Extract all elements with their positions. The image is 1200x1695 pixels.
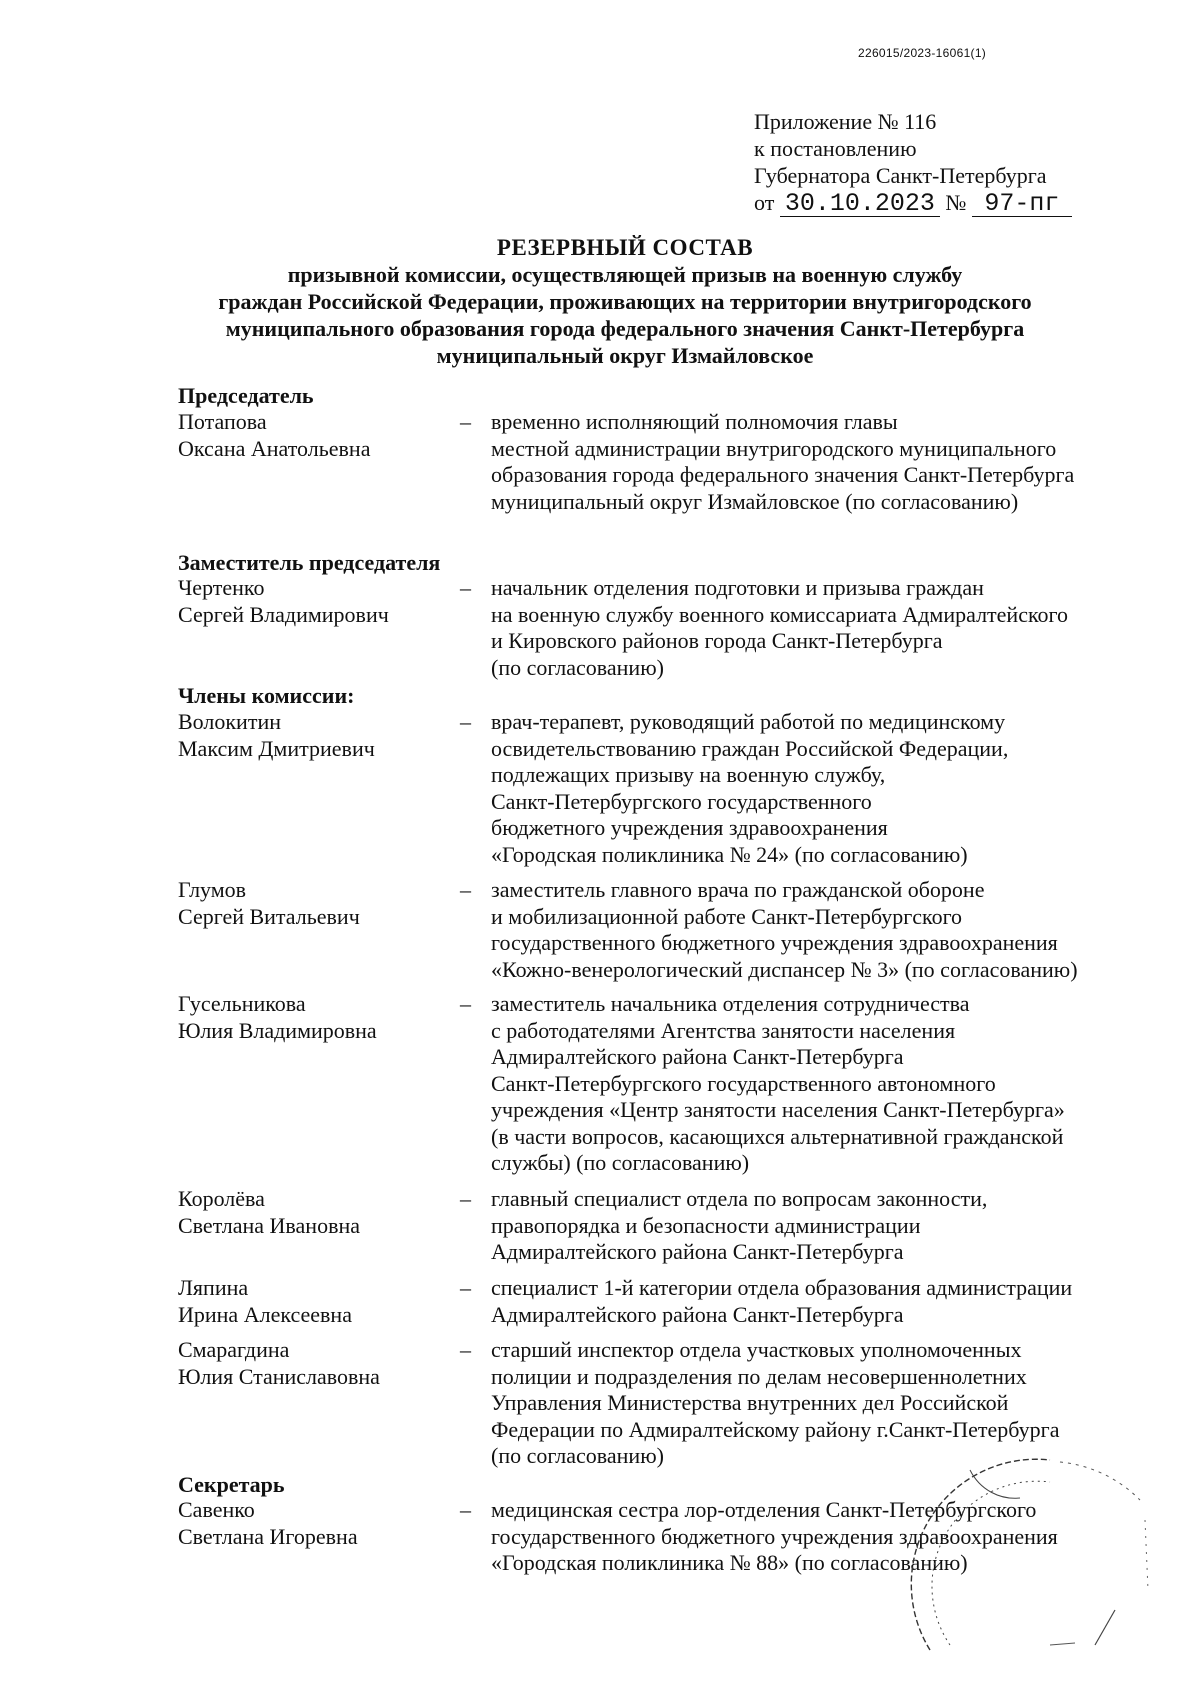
- position-line: образования города федерального значения Санкт-Петербурга: [491, 462, 1075, 487]
- position-line: «Кожно-венерологический диспансер № 3» (по согласованию): [491, 956, 1078, 982]
- position-line: с работодателями Агентства занятости населения: [491, 1017, 956, 1043]
- member-given-names: Юлия Владимировна: [178, 1017, 377, 1043]
- member-position: [491, 409, 1151, 515]
- member-name: [178, 877, 448, 930]
- dash-separator: –: [460, 991, 471, 1016]
- member-position: [491, 575, 1151, 681]
- member-given-names: Сергей Владимирович: [178, 601, 389, 627]
- member-given-names: Светлана Игоревна: [178, 1523, 358, 1549]
- document-registration-number: 226015/2023-16061(1): [858, 46, 987, 60]
- dash-separator: –: [460, 877, 471, 902]
- position-line: и мобилизационной работе Санкт-Петербургского: [491, 903, 963, 929]
- dash-separator: –: [460, 1337, 471, 1362]
- member-given-names: Светлана Ивановна: [178, 1212, 360, 1238]
- dash-separator: –: [460, 709, 471, 734]
- attachment-header: [754, 108, 1072, 217]
- position-line: Адмиралтейского района Санкт-Петербурга: [491, 1239, 904, 1264]
- member-surname: Потапова: [178, 409, 267, 434]
- position-line: подлежащих призыву на военную службу,: [491, 762, 886, 787]
- position-line: «Городская поликлиника № 24» (по согласованию): [491, 841, 968, 867]
- dash-separator: –: [460, 1275, 471, 1300]
- position-line: главный специалист отдела по вопросам законности,: [491, 1186, 988, 1211]
- member-name: [178, 1275, 448, 1328]
- member-given-names: Оксана Анатольевна: [178, 435, 371, 461]
- position-line: «Городская поликлиника № 88» (по согласованию): [491, 1550, 968, 1575]
- dash-separator: –: [460, 409, 471, 434]
- attachment-line-1: Приложение № 116: [754, 109, 937, 134]
- position-line: (в части вопросов, касающихся альтернативной гражданской: [491, 1123, 1064, 1149]
- position-line: Санкт-Петербургского государственного автономного: [491, 1070, 996, 1096]
- position-line: заместитель главного врача по гражданской обороне: [491, 877, 985, 902]
- decree-date: 30.10.2023: [780, 192, 940, 217]
- member-given-names: Юлия Станиславовна: [178, 1363, 380, 1389]
- member-name: [178, 1337, 448, 1390]
- section-chairman: Председатель: [178, 383, 314, 408]
- member-position: [491, 991, 1151, 1177]
- position-line: Адмиралтейского района Санкт-Петербурга: [491, 1301, 904, 1327]
- position-line: начальник отделения подготовки и призыва граждан: [491, 575, 984, 600]
- position-line: освидетельствованию граждан Российской Федерации,: [491, 735, 1009, 761]
- position-line: специалист 1-й категории отдела образования администрации: [491, 1275, 1073, 1300]
- member-position: [491, 709, 1151, 868]
- attachment-date-line: [754, 189, 1072, 217]
- position-line: Адмиралтейского района Санкт-Петербурга: [491, 1044, 904, 1069]
- attachment-line-3: Губернатора Санкт-Петербурга: [754, 163, 1047, 188]
- position-line: полиции и подразделения по делам несовершеннолетних: [491, 1363, 1027, 1389]
- position-line: государственного бюджетного учреждения здравоохранения: [491, 930, 1058, 955]
- position-line: (по согласованию): [491, 1443, 664, 1468]
- position-line: Управления Министерства внутренних дел Российской: [491, 1390, 1009, 1415]
- dash-separator: –: [460, 1186, 471, 1211]
- section-secretary: Секретарь: [178, 1472, 285, 1497]
- position-line: местной администрации внутригородского муниципального: [491, 435, 1057, 461]
- position-line: правопорядка и безопасности администрации: [491, 1212, 921, 1238]
- from-label: от: [754, 190, 775, 215]
- member-surname: Ляпина: [178, 1275, 249, 1300]
- position-line: учреждения «Центр занятости населения Санкт-Петербурга»: [491, 1097, 1065, 1122]
- position-line: службы) (по согласованию): [491, 1150, 750, 1175]
- title-line-1: призывной комиссии, осуществляющей призыв на военную службу: [287, 262, 963, 287]
- member-position: [491, 1275, 1151, 1328]
- member-name: [178, 1186, 448, 1239]
- member-position: [491, 1186, 1151, 1266]
- member-position: [491, 877, 1151, 983]
- position-line: медицинская сестра лор-отделения Санкт-Петербургского: [491, 1497, 1037, 1522]
- member-given-names: Сергей Витальевич: [178, 903, 360, 929]
- position-line: старший инспектор отдела участковых уполномоченных: [491, 1337, 1022, 1362]
- section-members: Члены комиссии:: [178, 683, 355, 708]
- member-name: [178, 1497, 448, 1550]
- member-surname: Гусельникова: [178, 991, 306, 1016]
- member-name: [178, 409, 448, 462]
- title-line-3: муниципального образования города федерального значения Санкт-Петербурга: [225, 316, 1025, 341]
- member-given-names: Максим Дмитриевич: [178, 735, 375, 761]
- position-line: бюджетного учреждения здравоохранения: [491, 815, 888, 840]
- dash-separator: –: [460, 1497, 471, 1522]
- member-surname: Волокитин: [178, 709, 281, 734]
- position-line: Санкт-Петербургского государственного: [491, 788, 872, 814]
- member-given-names: Ирина Алексеевна: [178, 1301, 352, 1327]
- position-line: муниципальный округ Измайловское (по согласованию): [491, 488, 1019, 514]
- member-surname: Чертенко: [178, 575, 265, 600]
- position-line: и Кировского районов города Санкт-Петербурга: [491, 628, 943, 653]
- title-main: РЕЗЕРВНЫЙ СОСТАВ: [496, 235, 754, 260]
- number-label: №: [945, 190, 967, 215]
- attachment-line-2: к постановлению: [754, 136, 917, 161]
- decree-number: 97-пг: [972, 192, 1072, 217]
- position-line: Федерации по Адмиралтейскому району г.Санкт-Петербурга: [491, 1416, 1060, 1442]
- section-deputy: Заместитель председателя: [178, 550, 441, 575]
- position-line: заместитель начальника отделения сотрудничества: [491, 991, 970, 1016]
- member-surname: Смарагдина: [178, 1337, 290, 1362]
- member-surname: Савенко: [178, 1497, 255, 1522]
- official-seal-stamp: [910, 1440, 1160, 1670]
- document-title: [150, 234, 1100, 369]
- position-line: врач-терапевт, руководящий работой по медицинскому: [491, 709, 1006, 734]
- position-line: временно исполняющий полномочия главы: [491, 409, 898, 434]
- position-line: на военную службу военного комиссариата Адмиралтейского: [491, 601, 1069, 627]
- position-line: государственного бюджетного учреждения здравоохранения: [491, 1523, 1058, 1549]
- title-line-4: муниципальный округ Измайловское: [436, 343, 814, 368]
- member-surname: Глумов: [178, 877, 247, 902]
- member-surname: Королёва: [178, 1186, 265, 1211]
- member-name: [178, 709, 448, 762]
- position-line: (по согласованию): [491, 654, 664, 680]
- dash-separator: –: [460, 575, 471, 600]
- member-name: [178, 991, 448, 1044]
- member-name: [178, 575, 448, 628]
- title-line-2: граждан Российской Федерации, проживающих на территории внутригородского: [218, 289, 1032, 314]
